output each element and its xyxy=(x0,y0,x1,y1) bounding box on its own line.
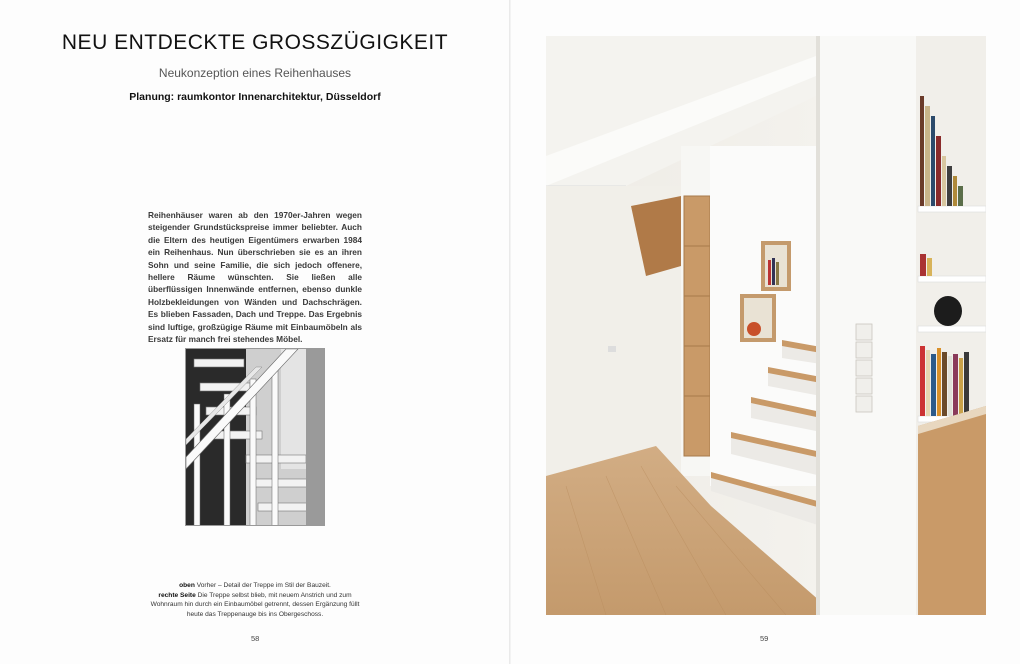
right-page xyxy=(510,0,1020,664)
page-number-right: 59 xyxy=(760,634,769,643)
photo-caption xyxy=(150,581,360,619)
article-title: NEU ENTDECKTE GROSSZÜGIGKEIT xyxy=(61,31,449,54)
article-subtitle: Neukonzeption eines Reihenhauses xyxy=(158,66,352,80)
caption-text-right: Die Treppe selbst blieb, mit neuem Anstrich und zum Wohnraum hin durch ein Einbaumöbel getrennt, dessen Ergänzung füllt heute das Treppenauge bis ins Obergeschoss. xyxy=(150,591,360,618)
page-number-left: 58 xyxy=(251,634,260,643)
caption-line-right xyxy=(150,591,360,620)
caption-label-top: oben xyxy=(179,582,195,589)
staircase-after-photo xyxy=(546,36,986,615)
planning-credits: Planung: raumkontor Innenarchitektur, Düsseldorf xyxy=(129,91,381,103)
caption-line-top xyxy=(150,581,360,591)
staircase-before-photo xyxy=(185,348,325,526)
caption-text-top: Vorher – Detail der Treppe im Stil der Bauzeit. xyxy=(196,582,331,589)
caption-label-right: rechte Seite xyxy=(158,591,196,599)
body-text: Reihenhäuser waren ab den 1970er-Jahren wegen steigender Grundstückspreise immer beliebter. Auch die Eltern des heutigen Eigentümers erwarben 1984 ein Reihenhaus. Nun überschrieben sie es an ihren Sohn und seine Familie, die sich jedoch offenere, hellere Räume wünschten. Sie ließen alle überflüssigen Innenwände entfernen, ebenso dunkle Holzbekleidungen von Wänden und Dachschrägen. Es blieben Fassaden, Dach und Treppe. Das Ergebnis sind luftige, großzügige Räume mit Einbaumöbeln als Ersatz für manch frei stehendes Möbel. xyxy=(148,210,362,345)
